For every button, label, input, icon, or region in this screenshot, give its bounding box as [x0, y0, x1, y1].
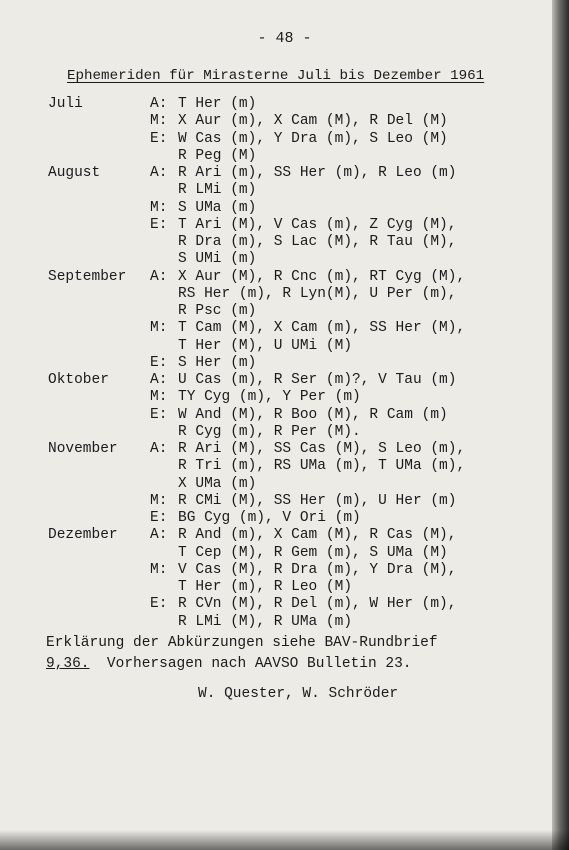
period-tag: M:	[150, 389, 168, 406]
star-list: R CMi (M), SS Her (m), U Her (m)	[178, 492, 457, 509]
page-edge-shadow	[552, 0, 569, 850]
period-tag: A:	[150, 268, 168, 285]
star-list: W And (M), R Boo (M), R Cam (m)	[178, 406, 448, 423]
period-tag: A:	[150, 372, 168, 388]
star-list: S UMi (m)	[178, 251, 257, 268]
bottom-shadow	[0, 830, 569, 850]
signature: W. Quester, W. Schröder	[198, 686, 399, 702]
star-list: R LMi (m)	[178, 182, 257, 199]
month-label: Juli	[48, 96, 83, 112]
month-label: Dezember	[48, 527, 118, 544]
star-list: X Aur (M), R Cnc (m), RT Cyg (M),	[178, 268, 466, 285]
period-tag: E:	[150, 354, 168, 371]
star-list: V Cas (M), R Dra (m), Y Dra (M),	[178, 561, 457, 578]
period-tag: A:	[150, 96, 168, 112]
star-list: T Her (m), R Leo (M)	[178, 579, 353, 595]
period-tag: E:	[150, 406, 168, 423]
page-number: - 48 -	[257, 30, 312, 47]
period-tag: M:	[150, 199, 168, 216]
star-list: R Ari (M), SS Cas (M), S Leo (m),	[178, 441, 466, 457]
footnote-reference: 9,36.	[46, 656, 90, 672]
period-tag: M:	[150, 113, 168, 130]
star-list: S UMa (m)	[178, 199, 257, 216]
star-list: R Tri (m), RS UMa (m), T UMa (m),	[178, 458, 466, 475]
star-list: R Dra (m), S Lac (M), R Tau (M),	[178, 234, 457, 250]
star-list: RS Her (m), R Lyn(M), U Per (m),	[178, 285, 457, 302]
star-list: R Cyg (m), R Per (M).	[178, 423, 361, 440]
period-tag: E:	[150, 130, 168, 147]
star-list: T Cep (M), R Gem (m), S UMa (M)	[178, 544, 448, 561]
star-list: TY Cyg (m), Y Per (m)	[178, 389, 361, 406]
footnote-text: Vorhersagen nach AAVSO Bulletin 23.	[89, 656, 412, 672]
star-list: W Cas (m), Y Dra (m), S Leo (M)	[178, 130, 448, 147]
star-list: T Her (m)	[178, 96, 257, 112]
star-list: T Ari (M), V Cas (m), Z Cyg (M),	[178, 216, 457, 233]
period-tag: E:	[150, 596, 168, 613]
star-list: T Her (M), U UMi (M)	[178, 337, 353, 354]
month-label: August	[48, 165, 101, 181]
star-list: X UMa (m)	[178, 475, 257, 492]
period-tag: A:	[150, 527, 168, 544]
period-tag: A:	[150, 165, 168, 181]
star-list: R Ari (m), SS Her (m), R Leo (m)	[178, 165, 457, 181]
month-label: November	[48, 441, 118, 457]
month-label: September	[48, 268, 127, 285]
period-tag: E:	[150, 216, 168, 233]
period-tag: M:	[150, 492, 168, 509]
star-list: X Aur (m), X Cam (M), R Del (M)	[178, 113, 448, 130]
month-label: Oktober	[48, 372, 109, 388]
period-tag: M:	[150, 320, 168, 337]
star-list: R LMi (M), R UMa (m)	[178, 613, 353, 630]
star-list: R Psc (m)	[178, 303, 257, 319]
star-list: U Cas (m), R Ser (m)?, V Tau (m)	[178, 372, 457, 388]
period-tag: A:	[150, 441, 168, 457]
star-list: R Peg (M)	[178, 147, 257, 164]
star-list: R CVn (M), R Del (m), W Her (m),	[178, 596, 457, 613]
footnote-line-1: Erklärung der Abkürzungen siehe BAV-Rundbrief	[46, 635, 438, 651]
star-list: S Her (m)	[178, 354, 257, 371]
star-list: R And (m), X Cam (M), R Cas (M),	[178, 527, 457, 544]
star-list: BG Cyg (m), V Ori (m)	[178, 510, 361, 526]
period-tag: E:	[150, 510, 168, 526]
footnote-line-2	[46, 656, 411, 672]
page-title: Ephemeriden für Mirasterne Juli bis Dezember 1961	[67, 68, 485, 84]
star-list: T Cam (M), X Cam (m), SS Her (M),	[178, 320, 466, 337]
period-tag: M:	[150, 561, 168, 578]
